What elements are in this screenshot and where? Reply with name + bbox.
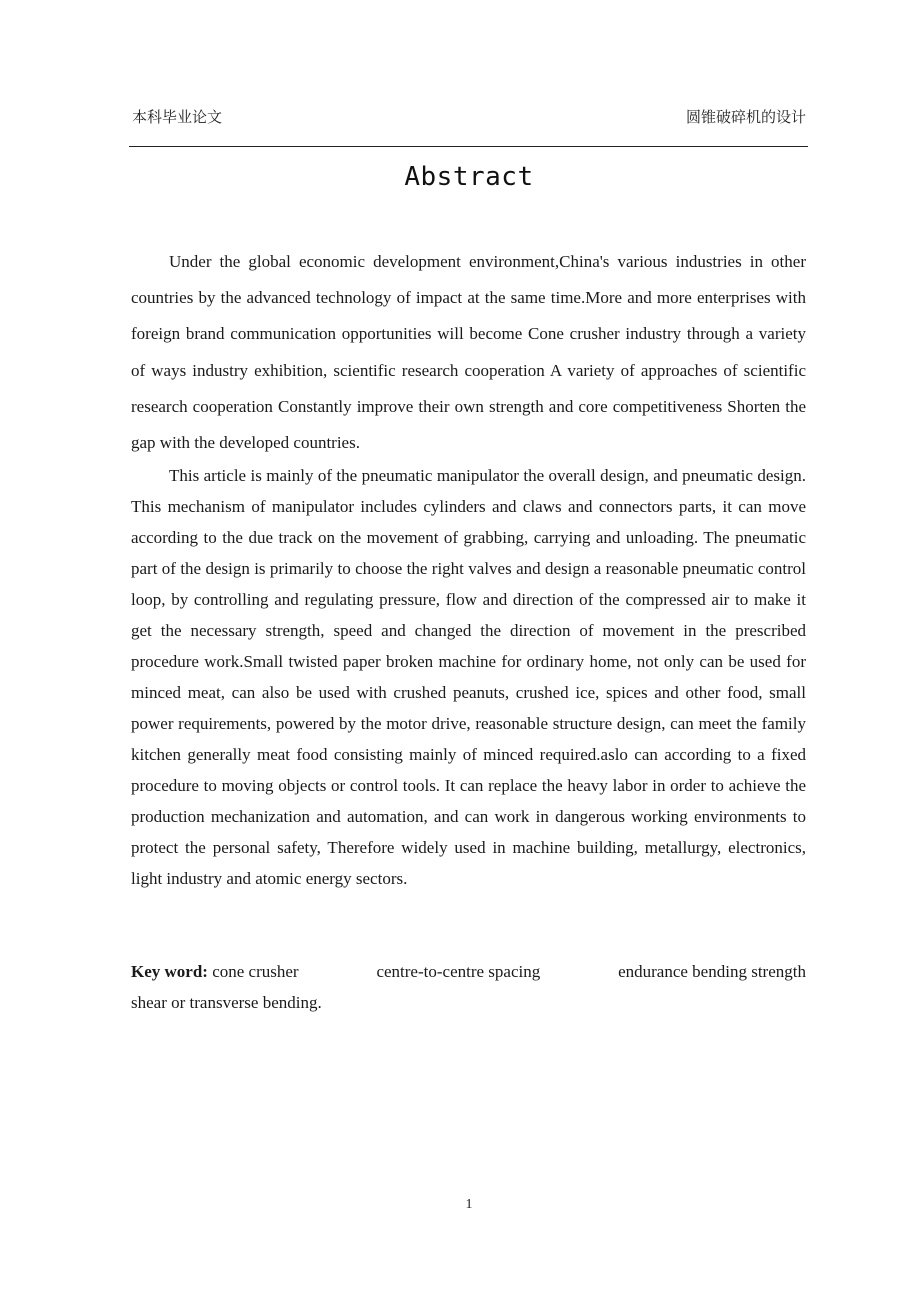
keywords-row	[131, 956, 806, 987]
keywords-section	[131, 956, 806, 1018]
keywords-label: Key word:	[131, 962, 208, 981]
keyword-item: cone crusher	[212, 962, 299, 981]
page-number: 1	[465, 1197, 473, 1212]
abstract-paragraph-1: Under the global economic development environment,China's various industries in other countries by the advanced technology of impact at the same time.More and more enterprises with foreign brand communication opportunities will become Cone crusher industry through a variety of ways industry exhibition, scientific research cooperation A variety of approaches of scientific research cooperation Constantly improve their own strength and core competitiveness Shorten the gap with the developed countries.	[131, 252, 806, 453]
running-header-right: 圆锥破碎机的设计	[685, 108, 806, 126]
keyword-item: shear or transverse bending.	[131, 993, 322, 1012]
keywords-first-group	[131, 956, 299, 987]
keyword-item: endurance bending strength	[618, 962, 806, 981]
header-divider	[129, 146, 808, 147]
running-header-left: 本科毕业论文	[132, 108, 223, 126]
abstract-paragraph-2: This article is mainly of the pneumatic manipulator the overall design, and pneumatic design. This mechanism of manipulator includes cylinders and claws and connectors parts, it can move according to the due track on the movement of grabbing, carrying and unloading. The pneumatic part of the design is primarily to choose the right valves and design a reasonable pneumatic control loop, by controlling and regulating pressure, flow and direction of the compressed air to make it get the necessary strength, speed and changed the direction of movement in the prescribed procedure work.Small twisted paper broken machine for ordinary home, not only can be used for minced meat, can also be used with crushed peanuts, crushed ice, spices and other food, small power requirements, powered by the motor drive, reasonable structure design, can meet the family kitchen generally meat food consisting mainly of minced required.aslo can according to a fixed procedure to moving objects or control tools. It can replace the heavy labor in order to achieve the production mechanization and automation, and can work in dangerous working environments to protect the personal safety, Therefore widely used in machine building, metallurgy, electronics, light industry and atomic energy sectors.	[131, 466, 806, 888]
keyword-item: centre-to-centre spacing	[376, 962, 541, 981]
abstract-title: Abstract	[404, 162, 534, 192]
